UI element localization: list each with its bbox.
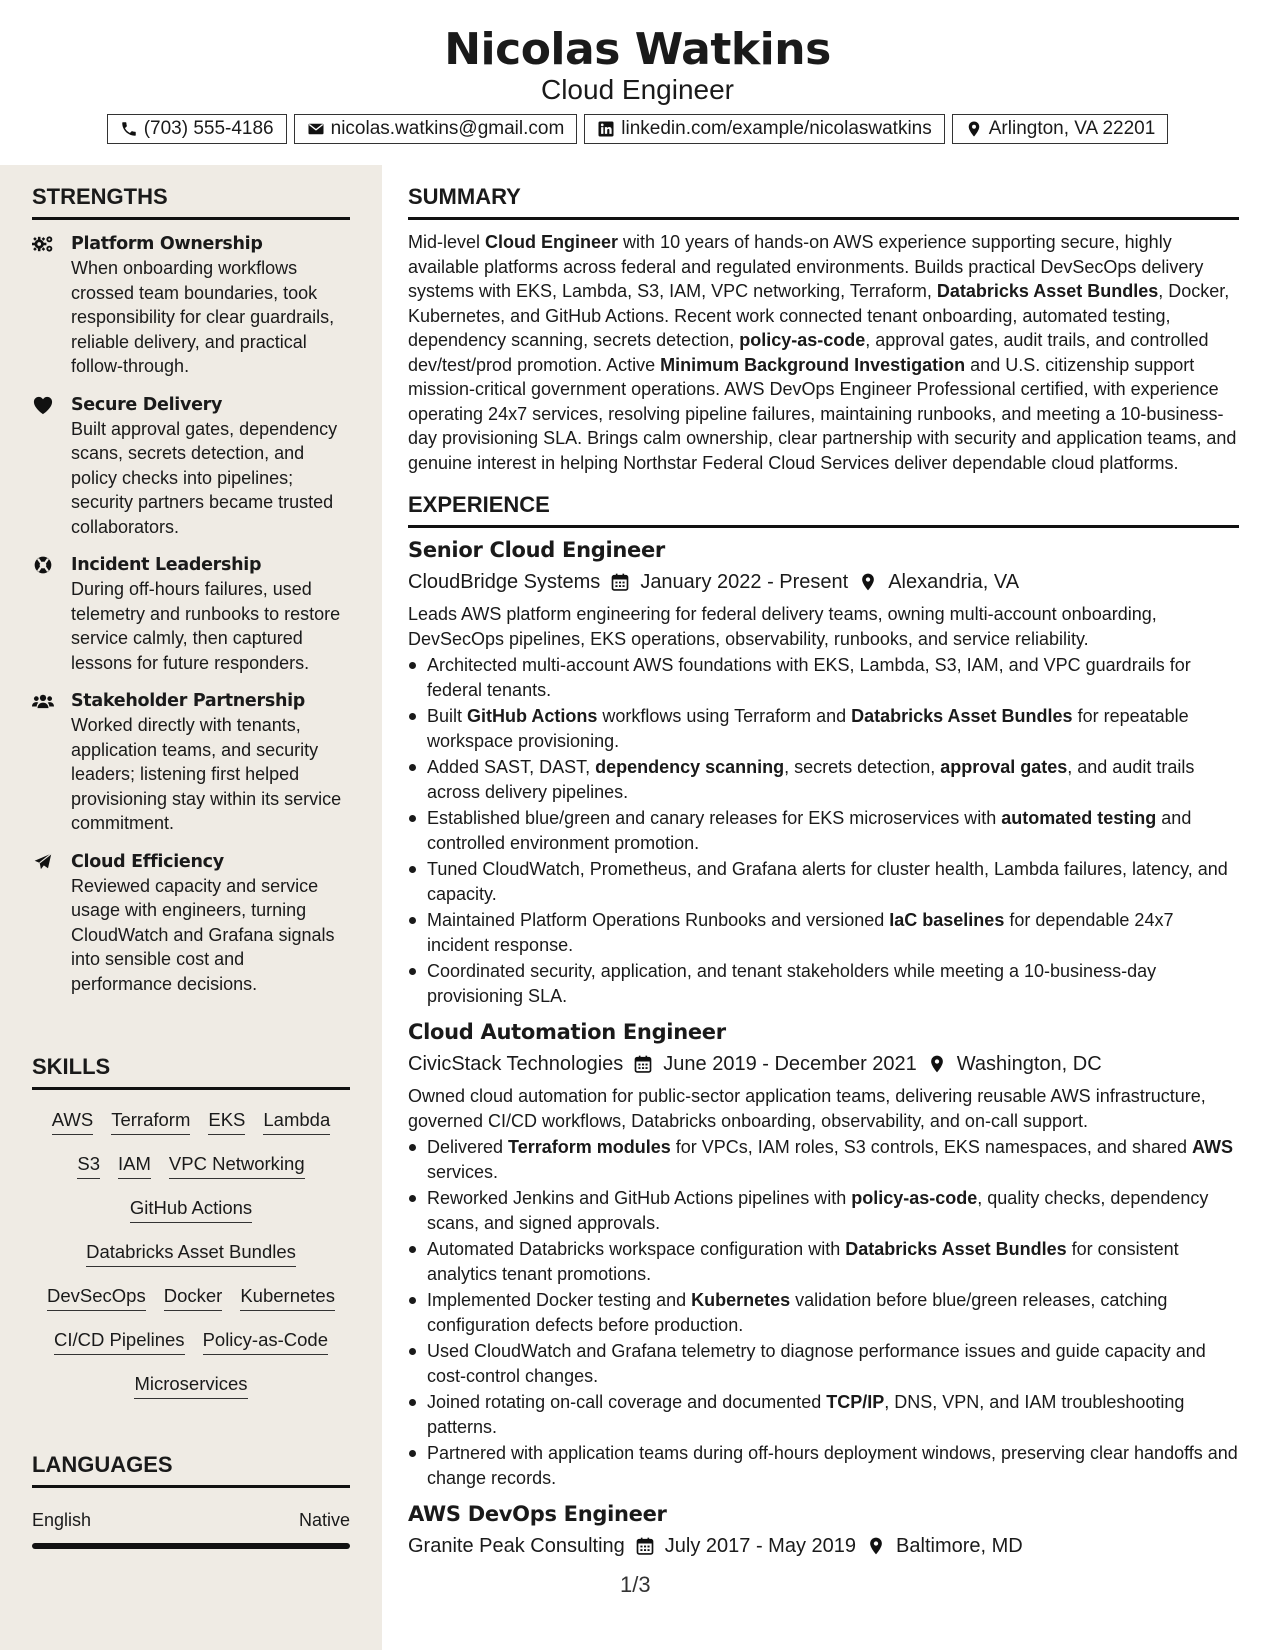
strength-title: Platform Ownership	[71, 234, 263, 254]
job-bullets	[408, 653, 1239, 1008]
candidate-name: Nicolas Watkins	[444, 24, 831, 75]
summary-bold: policy-as-code	[739, 330, 866, 350]
bullet-text: for repeatable workspace provisioning.	[427, 706, 1189, 751]
job-entry	[408, 1500, 1239, 1560]
job-title: Senior Cloud Engineer	[408, 538, 665, 562]
bullet-item	[408, 1135, 1239, 1184]
skill-tag: Lambda	[263, 1108, 330, 1135]
contact-linkedin[interactable]	[584, 114, 944, 144]
bullet-text: for dependable 24x7 incident response.	[427, 910, 1174, 955]
job-company: CloudBridge Systems	[408, 571, 601, 593]
email-text: nicolas.watkins@gmail.com	[330, 118, 565, 139]
language-level: Native	[298, 1510, 350, 1530]
job-entry	[408, 1018, 1239, 1490]
job-dates: July 2017 - May 2019	[664, 1535, 857, 1557]
strength-item	[32, 689, 350, 836]
heart-icon	[32, 395, 54, 415]
bullet-item	[408, 653, 1239, 702]
summary-heading: SUMMARY	[408, 183, 1239, 220]
map-pin-icon	[858, 572, 878, 592]
bullet-bold: dependency scanning	[595, 757, 785, 777]
main-content	[408, 165, 1239, 1560]
summary-text: , Docker, Kubernetes, and GitHub Actions. Recent work connected tenant onboarding, automated testing, dependency scanning, secrets detection,	[408, 281, 1230, 350]
skills-section	[32, 1053, 350, 1399]
job-entry	[408, 536, 1239, 1008]
users-icon	[32, 691, 54, 711]
bullet-item	[408, 806, 1239, 855]
bullet-item	[408, 1441, 1239, 1490]
candidate-title: Cloud Engineer	[540, 74, 735, 105]
bullet-text: Architected multi-account AWS foundations with EKS, Lambda, S3, IAM, and VPC guardrails for federal tenants.	[427, 655, 1191, 700]
job-location: Washington, DC	[956, 1053, 1102, 1075]
map-pin-icon	[866, 1536, 886, 1556]
bullet-text: Used CloudWatch and Grafana telemetry to diagnose performance issues and guide capacity and cost-control changes.	[427, 1341, 1206, 1386]
bullet-item	[408, 704, 1239, 753]
strength-title: Stakeholder Partnership	[71, 691, 306, 711]
skill-tag: Databricks Asset Bundles	[86, 1240, 296, 1267]
bullet-item	[408, 755, 1239, 804]
contact-phone[interactable]	[107, 114, 287, 144]
job-title: Cloud Automation Engineer	[408, 1020, 726, 1044]
skill-tag: Microservices	[134, 1372, 247, 1399]
strength-description: Reviewed capacity and service usage with engineers, turning CloudWatch and Grafana signals into sensible cost and performance decisions.	[71, 875, 335, 994]
strength-description: Worked directly with tenants, application teams, and security leaders; listening first helped provisioning stay within its service commitment.	[71, 715, 342, 833]
bullet-item	[408, 959, 1239, 1008]
strength-title: Secure Delivery	[71, 394, 223, 415]
summary-text: with 10 years of hands-on AWS experience supporting secure, highly available platforms across federal and regulated environments. Builds practical DevSecOps delivery systems with EKS, Lambda, S3, IAM, VPC networking, Terraform,	[408, 232, 1204, 301]
summary-text: , approval gates, audit trails, and controlled dev/test/prod promotion. Active	[408, 330, 1209, 375]
job-dates: June 2019 - December 2021	[663, 1053, 917, 1075]
bullet-text: services.	[427, 1161, 499, 1182]
job-company: Granite Peak Consulting	[408, 1535, 625, 1557]
bullet-text: Implemented Docker testing and	[427, 1290, 692, 1310]
job-company: CivicStack Technologies	[408, 1053, 624, 1075]
location-text: Arlington, VA 22201	[988, 118, 1156, 139]
job-title: AWS DevOps Engineer	[408, 1502, 667, 1526]
bullet-text: Tuned CloudWatch, Prometheus, and Grafana alerts for cluster health, Lambda failures, latency, and capacity.	[427, 859, 1228, 904]
bullet-text: Built	[427, 706, 468, 726]
bullet-text: Automated Databricks workspace configuration with	[427, 1239, 846, 1259]
language-proficiency-bar	[32, 1543, 350, 1549]
job-meta	[408, 568, 1239, 596]
skill-tag: Policy-as-Code	[203, 1328, 328, 1355]
life-ring-icon	[32, 555, 54, 575]
skills-list	[32, 1090, 350, 1399]
languages-heading: LANGUAGES	[32, 1451, 350, 1488]
bullet-text: , secrets detection,	[784, 757, 941, 777]
job-meta	[408, 1532, 1239, 1560]
paper-plane-icon	[32, 852, 54, 872]
bullet-text: Partnered with application teams during off-hours deployment windows, preserving clear handoffs and change records.	[427, 1443, 1238, 1488]
summary-text: Mid-level	[408, 232, 486, 252]
bullet-bold: Kubernetes	[691, 1290, 791, 1310]
strength-description: During off-hours failures, used telemetry and runbooks to restore service calmly, then captured lessons for future responders.	[71, 579, 341, 673]
bullet-text: , DNS, VPN, and IAM troubleshooting patterns.	[427, 1392, 1185, 1437]
job-bullets	[408, 1135, 1239, 1490]
phone-icon	[120, 120, 138, 138]
map-pin-icon	[927, 1054, 947, 1074]
skill-tag: CI/CD Pipelines	[54, 1328, 185, 1355]
strength-item	[32, 850, 350, 997]
bullet-item	[408, 857, 1239, 906]
skill-tag: DevSecOps	[47, 1284, 146, 1311]
strengths-section	[32, 183, 350, 996]
bullet-bold: Terraform modules	[508, 1137, 671, 1157]
bullet-bold: Databricks Asset Bundles	[845, 1239, 1067, 1259]
bullet-bold: policy-as-code	[851, 1188, 978, 1208]
bullet-text: Coordinated security, application, and tenant stakeholders while meeting a 10-business-day provisioning SLA.	[427, 961, 1157, 1006]
bullet-text: Established blue/green and canary releases for EKS microservices with	[427, 808, 1002, 828]
bullet-bold: AWS	[1192, 1137, 1234, 1157]
calendar-icon	[610, 572, 630, 592]
summary-bold: Minimum Background Investigation	[660, 354, 966, 375]
bullet-text: Delivered	[427, 1137, 509, 1157]
strengths-list	[32, 232, 350, 996]
page-indicator: 1/3	[620, 1572, 651, 1597]
envelope-icon	[307, 120, 325, 138]
linkedin-text: linkedin.com/example/nicolaswatkins	[621, 118, 932, 139]
job-meta	[408, 1050, 1239, 1078]
strength-title: Incident Leadership	[71, 555, 262, 575]
language-row	[32, 1510, 350, 1531]
skill-tag: EKS	[208, 1108, 245, 1135]
bullet-text: Maintained Platform Operations Runbooks and versioned	[427, 910, 890, 930]
skills-heading: SKILLS	[32, 1053, 350, 1090]
bullet-item	[408, 1339, 1239, 1388]
summary-bold: Cloud Engineer	[485, 232, 619, 252]
strength-item	[32, 393, 350, 540]
contact-bar	[0, 114, 1275, 144]
sidebar	[0, 165, 382, 1650]
phone-text: (703) 555-4186	[143, 118, 274, 139]
bullet-item	[408, 1237, 1239, 1286]
bullet-item	[408, 1390, 1239, 1439]
bullet-bold: IaC baselines	[889, 910, 1005, 930]
bullet-bold: GitHub Actions	[467, 706, 598, 726]
skill-tag: Terraform	[111, 1108, 190, 1135]
bullet-text: and controlled environment promotion.	[427, 808, 1192, 853]
linkedin-icon	[597, 120, 615, 138]
skill-tag: AWS	[52, 1108, 93, 1135]
bullet-text: for VPCs, IAM roles, S3 controls, EKS namespaces, and shared	[670, 1137, 1192, 1157]
bullet-bold: TCP/IP	[826, 1392, 885, 1412]
skill-tag: Kubernetes	[240, 1284, 335, 1311]
summary-bold: Databricks Asset Bundles	[936, 281, 1159, 301]
bullet-item	[408, 1288, 1239, 1337]
resume-header	[0, 0, 1275, 165]
job-dates: January 2022 - Present	[640, 571, 849, 593]
calendar-icon	[635, 1536, 655, 1556]
job-description: Leads AWS platform engineering for federal delivery teams, owning multi-account onboarding, DevSecOps pipelines, EKS operations, observability, runbooks, and service reliability.	[408, 604, 1157, 649]
experience-list	[408, 536, 1239, 1560]
job-location: Baltimore, MD	[896, 1535, 1023, 1557]
bullet-item	[408, 908, 1239, 957]
bullet-text: Added SAST, DAST,	[427, 757, 596, 777]
bullet-text: , and audit trails across delivery pipelines.	[427, 757, 1195, 802]
language-name: English	[32, 1510, 92, 1530]
bullet-bold: automated testing	[1001, 808, 1157, 828]
bullet-text: Joined rotating on-call coverage and documented	[427, 1392, 827, 1412]
summary-text: and U.S. citizenship support mission-critical government operations. AWS DevOps Engineer Professional certified, with experience operating 24x7 services, resolving pipeline failures, maintaining runbooks, and meeting a 10-business-day provisioning SLA. Brings calm ownership, clear partnership with security and application teams, and genuine interest in helping Northstar Federal Cloud Services deliver dependable cloud platforms.	[408, 354, 1237, 473]
skill-tag: IAM	[118, 1152, 151, 1179]
bullet-text: validation before blue/green releases, catching configuration defects before production.	[427, 1290, 1168, 1335]
map-pin-icon	[965, 120, 983, 138]
skill-tag: S3	[77, 1152, 100, 1179]
contact-location	[952, 114, 1169, 144]
job-description: Owned cloud automation for public-sector application teams, delivering reusable AWS infrastructure, governed CI/CD workflows, Databricks onboarding, observability, and on-call support.	[408, 1086, 1206, 1131]
strengths-heading: STRENGTHS	[32, 183, 350, 220]
summary-text	[408, 230, 1239, 475]
strength-item	[32, 232, 350, 379]
skill-tag: VPC Networking	[169, 1152, 305, 1179]
strength-title: Cloud Efficiency	[71, 851, 224, 872]
strength-description: Built approval gates, dependency scans, secrets detection, and policy checks into pipelines; security partners became trusted collaborators.	[71, 418, 338, 537]
bullet-text: workflows using Terraform and	[597, 706, 852, 726]
calendar-icon	[633, 1054, 653, 1074]
bullet-text: for consistent analytics tenant promotions.	[427, 1239, 1179, 1284]
languages-section	[32, 1451, 350, 1549]
strength-description: When onboarding workflows crossed team boundaries, took responsibility for clear guardrails, reliable delivery, and practical follow-through.	[71, 258, 335, 376]
skill-tag: GitHub Actions	[130, 1196, 252, 1223]
bullet-bold: Databricks Asset Bundles	[851, 706, 1073, 726]
experience-heading: EXPERIENCE	[408, 491, 1239, 528]
bullet-bold: approval gates	[940, 757, 1068, 777]
job-location: Alexandria, VA	[888, 571, 1020, 593]
bullet-text: Reworked Jenkins and GitHub Actions pipelines with	[427, 1188, 852, 1208]
gears-icon	[32, 234, 54, 254]
strength-item	[32, 553, 350, 675]
bullet-text: , quality checks, dependency scans, and signed approvals.	[427, 1188, 1209, 1233]
skill-tag: Docker	[164, 1284, 223, 1311]
contact-email[interactable]	[294, 114, 578, 144]
bullet-item	[408, 1186, 1239, 1235]
